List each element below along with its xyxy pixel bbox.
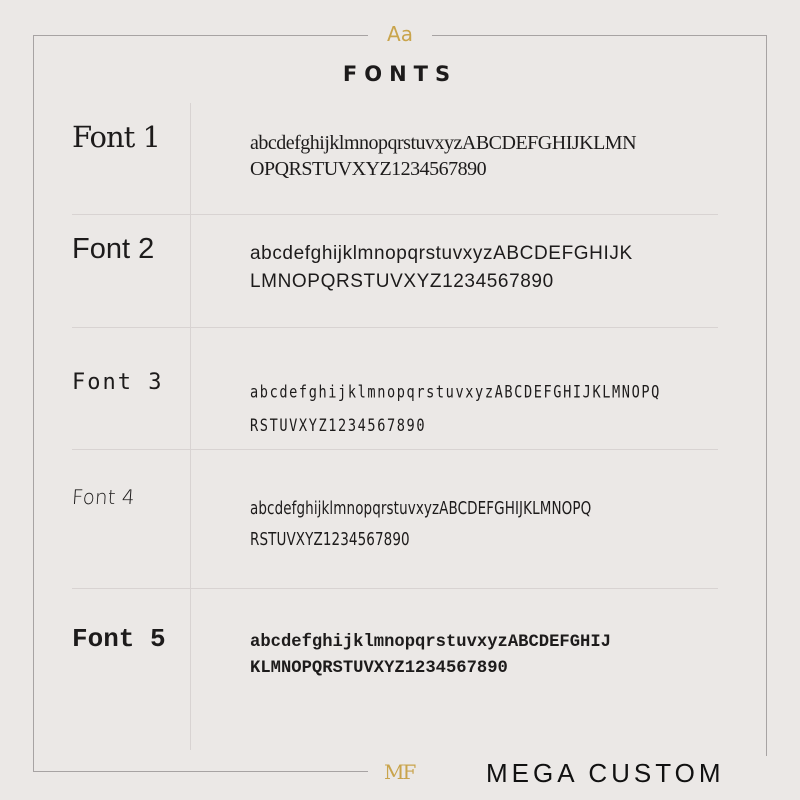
- row-divider: [72, 588, 718, 589]
- sample-line: abcdefghijklmnopqrstuvxyzABCDEFGHIJKLMN: [250, 132, 637, 154]
- font-name: Font 2: [72, 233, 155, 265]
- font-sample: [250, 493, 730, 555]
- sample-line: RSTUVXYZ1234567890: [250, 416, 427, 436]
- brand-name: MEGA CUSTOM: [486, 758, 725, 788]
- row-divider: [72, 449, 718, 450]
- sample-line: abcdefghijklmnopqrstuvxyzABCDEFGHIJKLMNOPQ: [250, 382, 661, 403]
- font-sample: [250, 130, 730, 182]
- sample-line: OPQRSTUVXYZ1234567890: [250, 158, 487, 180]
- row-divider: [72, 327, 718, 328]
- font-name: Font 4: [71, 485, 136, 509]
- font-name: Font 1: [72, 120, 160, 154]
- sample-line: abcdefghijklmnopqrstuvxyzABCDEFGHIJ: [250, 633, 611, 652]
- sample-line: abcdefghijklmnopqrstuvxyzABCDEFGHIJK: [250, 243, 633, 264]
- font-sample: [250, 376, 730, 444]
- column-divider: [190, 103, 191, 750]
- sample-line: abcdefghijklmnopqrstuvxyzABCDEFGHIJKLMNOPQ: [250, 498, 592, 519]
- font-sample: [250, 240, 730, 296]
- sample-line: LMNOPQRSTUVXYZ1234567890: [250, 271, 554, 292]
- mf-logo-icon: MF: [384, 760, 415, 784]
- font-aa-icon: Aa: [387, 22, 413, 46]
- font-name: Font 3: [72, 370, 164, 395]
- footer: [368, 756, 788, 792]
- font-sample: [250, 630, 730, 682]
- page-title: FONTS: [342, 62, 458, 86]
- sample-line: RSTUVXYZ1234567890: [250, 529, 410, 551]
- font-name: Font 5: [72, 624, 166, 654]
- header-badge: [368, 18, 432, 54]
- row-divider: [72, 214, 718, 215]
- sample-line: KLMNOPQRSTUVXYZ1234567890: [250, 659, 508, 678]
